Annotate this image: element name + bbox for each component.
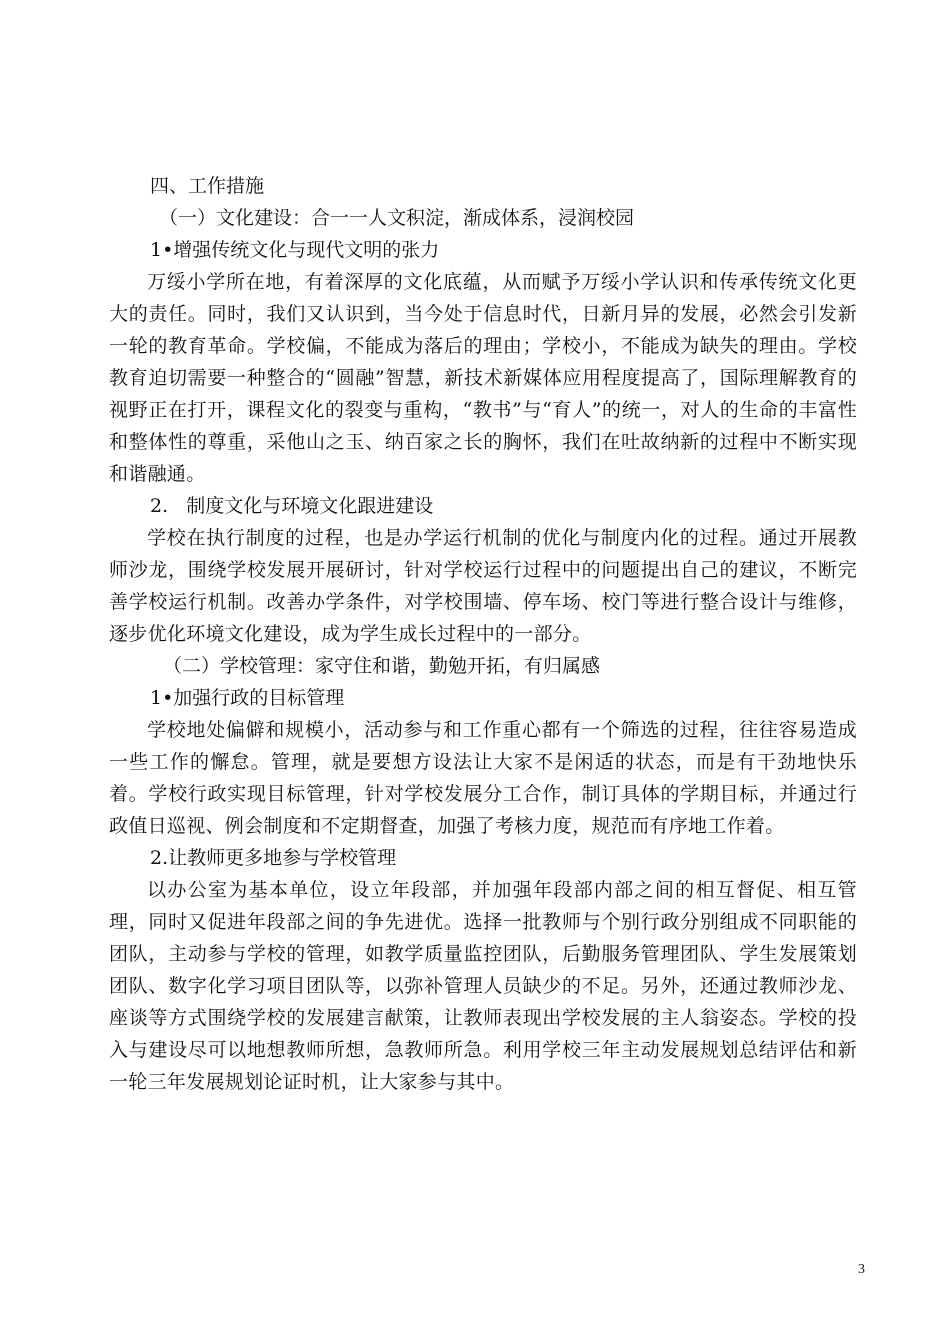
- item-tradition-paragraph: 万绥小学所在地，有着深厚的文化底蕴，从而赋予万绥小学认识和传承传统文化更大的责任。同时，我们又认识到，当今处于信息时代，日新月异的发展，必然会引发新一轮的教育革命。学校偏，不能成为落后的理由；学校小，不能成为缺失的理由。学校教育迫切需要一种整合的“圆融”智慧，新技术新媒体应用程度提高了，国际理解教育的视野正在打开，课程文化的裂变与重构，“教书”与“育人”的统一，对人的生命的丰富性和整体性的尊重，采他山之玉、纳百家之长的胸怀，我们在吐故纳新的过程中不断实现和谐融通。: [109, 271, 857, 485]
- document-body: [109, 170, 857, 1098]
- section-heading: 四、工作措施: [150, 175, 265, 197]
- subsection-management-title: （二）学校管理：家守住和谐，勤勉开拓，有归属感: [163, 655, 601, 677]
- item-system-paragraph: 学校在执行制度的过程，也是办学运行机制的优化与制度内化的过程。通过开展教师沙龙，围绕学校发展开展研讨，针对学校运行过程中的问题提出自己的建议，不断完善学校运行机制。改善办学条件，对学校围墙、停车场、校门等进行整合设计与维修，逐步优化环境文化建设，成为学生成长过程中的一部分。: [109, 527, 857, 645]
- item-system-title: 2. 制度文化与环境文化跟进建设: [150, 495, 434, 517]
- item-admin-title: 1•加强行政的目标管理: [150, 687, 345, 709]
- page-number: 3: [858, 1262, 865, 1277]
- item-teachers-paragraph: 以办公室为基本单位，设立年段部，并加强年段部内部之间的相互督促、相互管理，同时又促进年段部之间的争先进优。选择一批教师与个别行政分别组成不同职能的团队，主动参与学校的管理，如教学质量监控团队，后勤服务管理团队、学生发展策划团队、数字化学习项目团队等，以弥补管理人员缺少的不足。另外，还通过教师沙龙、座谈等方式围绕学校的发展建言献策，让教师表现出学校发展的主人翁姿态。学校的投入与建设尽可以地想教师所想，急教师所急。利用学校三年主动发展规划总结评估和新一轮三年发展规划论证时机，让大家参与其中。: [109, 879, 857, 1093]
- item-teachers-title: 2.让教师更多地参与学校管理: [150, 847, 397, 869]
- subsection-culture-title: （一）文化建设：合一一人文积淀，渐成体系，浸润校园: [159, 207, 635, 229]
- item-tradition-title: 1•增强传统文化与现代文明的张力: [150, 239, 440, 261]
- item-admin-paragraph: 学校地处偏僻和规模小，活动参与和工作重心都有一个筛选的过程，往往容易造成一些工作的懈怠。管理，就是要想方设法让大家不是闲适的状态，而是有干劲地快乐着。学校行政实现目标管理，针对学校发展分工合作，制订具体的学期目标，并通过行政值日巡视、例会制度和不定期督查，加强了考核力度，规范而有序地工作着。: [109, 719, 857, 837]
